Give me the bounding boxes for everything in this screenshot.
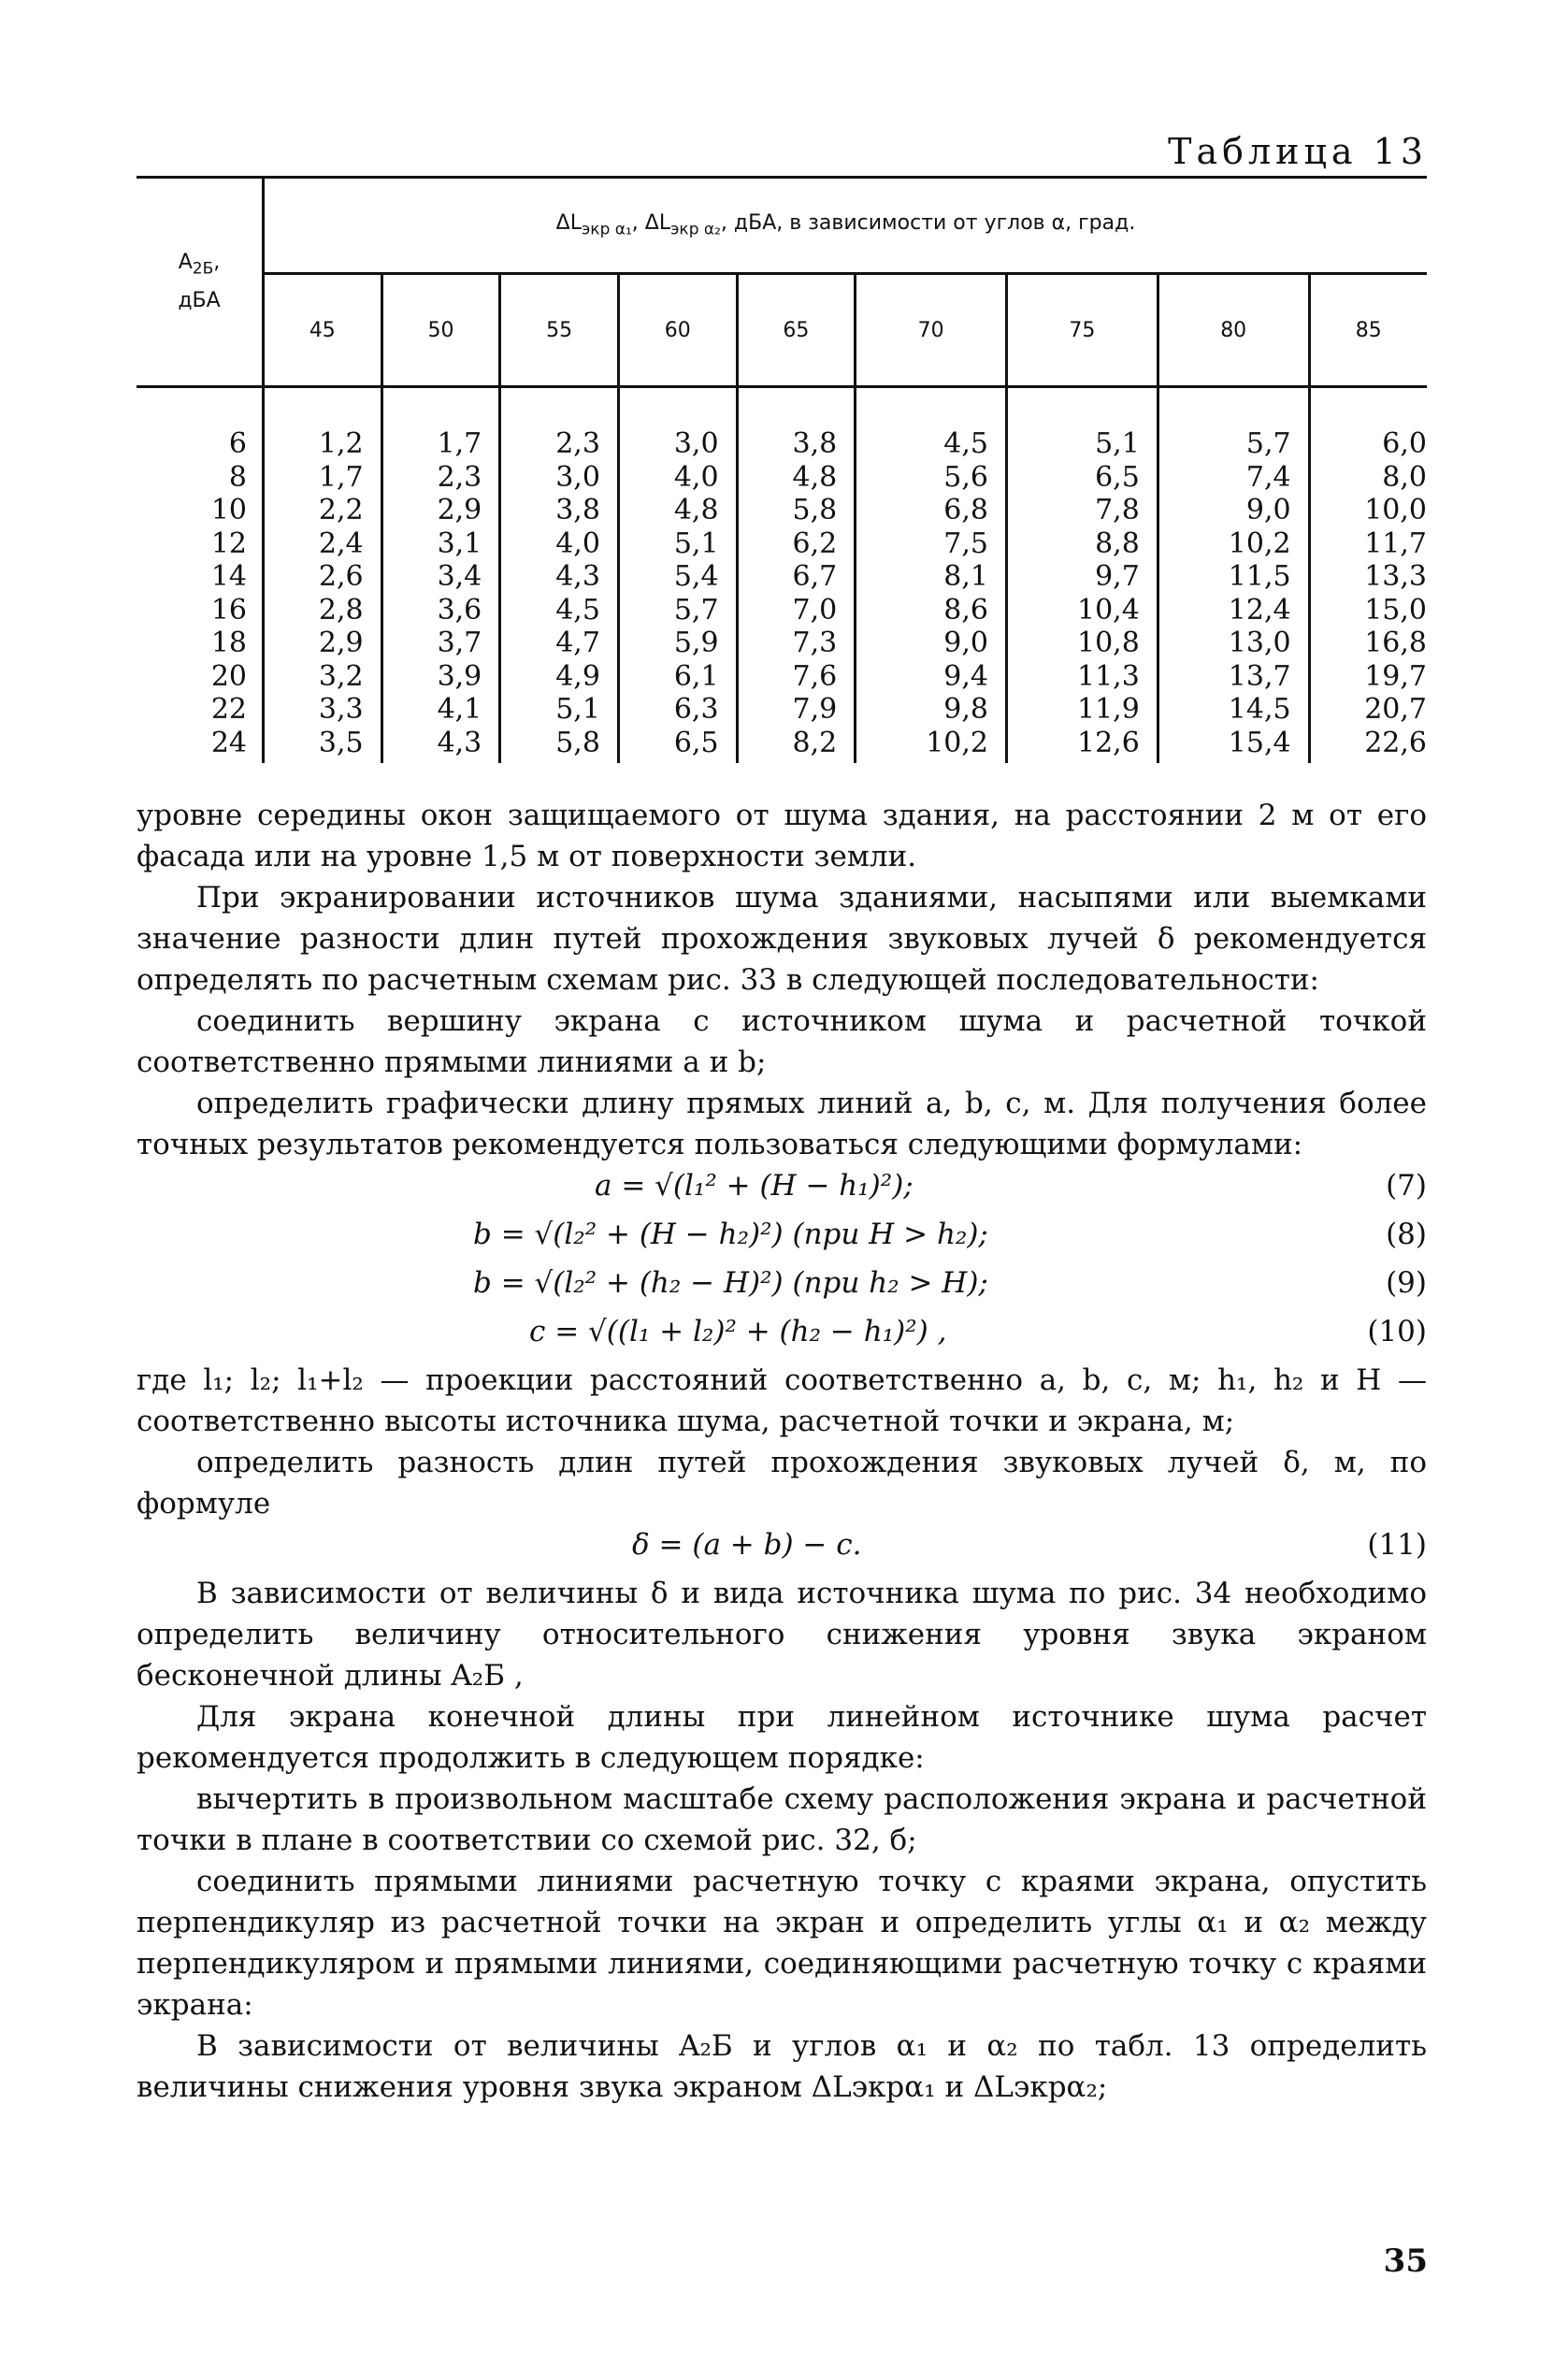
table-cell: 2,3 [437, 460, 482, 494]
angle-header-60: 60 [618, 274, 737, 387]
stub-cell: 6 [228, 427, 247, 460]
table-cell: 1,2 [318, 427, 364, 460]
table-cell: 3,7 [437, 627, 482, 659]
formula-11-expression: δ = (a + b) − c. [632, 1528, 862, 1562]
table-cell: 8,0 [1382, 460, 1427, 494]
stub-cell: 24 [210, 726, 247, 759]
table-cell: 13,3 [1364, 560, 1427, 593]
table-cell: 11,7 [1364, 526, 1427, 560]
stub-cell: 16 [210, 593, 247, 627]
formula-10-expression: c = √((l₁ + l₂)² + (h₂ − h₁)²) , [529, 1315, 947, 1348]
table-cell: 6,2 [792, 526, 838, 560]
formula-11 [137, 1524, 1427, 1573]
table-cell: 11,9 [1077, 693, 1140, 726]
table-cell: 4,3 [555, 560, 600, 593]
paragraph-5: где l₁; l₂; l₁+l₂ — проекции расстояний соответственно a, b, c, м; h₁, h₂ и H — соответственно высоты источника шума, расчетной точки и экрана, м; [137, 1363, 1427, 1438]
table-cell: 13,0 [1228, 627, 1291, 659]
value-column-70 [856, 387, 1007, 764]
angle-header-row [137, 274, 1427, 387]
stub-header [137, 178, 264, 387]
table-cell: 6,5 [1095, 460, 1140, 494]
table-cell: 8,6 [943, 593, 988, 627]
table-cell: 5,8 [792, 494, 838, 526]
table-cell: 5,7 [673, 593, 719, 627]
formula-8-expression: b = √(l₂² + (H − h₂)²) (при H > h₂); [473, 1218, 988, 1251]
table-cell: 3,8 [792, 427, 838, 460]
table-cell: 4,0 [673, 460, 719, 494]
value-column-65 [737, 387, 856, 764]
stub-header-symbol: $A_{2Б}$, [178, 251, 221, 279]
table-cell: 4,1 [437, 693, 482, 726]
table-cell: 3,6 [437, 593, 482, 627]
table-cell: 19,7 [1364, 659, 1427, 693]
stub-column [137, 387, 264, 764]
angle-header-45: 45 [264, 274, 382, 387]
angle-header-50: 50 [381, 274, 500, 387]
table-cell: 4,9 [555, 659, 600, 693]
table-cell: 15,4 [1228, 726, 1291, 759]
table-cell: 4,8 [792, 460, 838, 494]
formula-7-number: (7) [1386, 1169, 1427, 1203]
table-cell: 3,0 [673, 427, 719, 460]
value-column-60 [618, 387, 737, 764]
table-body [137, 387, 1427, 764]
table-cell: 6,1 [673, 659, 719, 693]
table-cell: 20,7 [1364, 693, 1427, 726]
table-cell: 11,5 [1228, 560, 1291, 593]
table-cell: 9,0 [943, 627, 988, 659]
table-cell: 4,0 [555, 526, 600, 560]
table-cell: 2,2 [318, 494, 364, 526]
formula-8-number: (8) [1386, 1218, 1427, 1251]
formula-7-expression: a = √(l₁² + (H − h₁)²); [595, 1169, 913, 1203]
table-cell: 4,7 [555, 627, 600, 659]
angle-header-55: 55 [500, 274, 619, 387]
table-cell: 3,3 [318, 693, 364, 726]
body-text [137, 795, 1427, 2108]
table-cell: 3,5 [318, 726, 364, 759]
paragraph-11: В зависимости от величины A₂Б и углов α₁ и α₂ по табл. 13 определить величины снижения уровня звука экраном ΔLэкрα₁ и ΔLэкрα₂; [137, 2029, 1427, 2104]
table-cell: 7,5 [943, 526, 988, 560]
table-cell: 2,3 [555, 427, 600, 460]
value-column-55 [500, 387, 619, 764]
table-cell: 5,9 [673, 627, 719, 659]
paragraph-10: соединить прямыми линиями расчетную точку с краями экрана, опустить перпендикуляр из расчетной точки на экран и определить углы α₁ и α₂ между перпендикуляром и прямыми линиями, соединяющими расчетную точку с краями экрана: [137, 1865, 1427, 2022]
table-cell: 7,9 [792, 693, 838, 726]
table-cell: 10,0 [1364, 494, 1427, 526]
formula-8 [137, 1214, 1427, 1262]
table-cell: 2,8 [318, 593, 364, 627]
table-cell: 7,3 [792, 627, 838, 659]
noise-reduction-table [137, 176, 1427, 763]
table-cell: 9,0 [1245, 494, 1291, 526]
table-cell: 6,7 [792, 560, 838, 593]
group-header: $\Delta L_{экр \alpha_1}$, $\Delta L_{экр \alpha_2}$, дБА, в зависимости от углов α, град. [264, 178, 1428, 274]
paragraph-9: вычертить в произвольном масштабе схему расположения экрана и расчетной точки в плане в соответствии со схемой рис. 32, б; [137, 1782, 1427, 1857]
table-cell: 16,8 [1364, 627, 1427, 659]
paragraph-6: определить разность длин путей прохождения звуковых лучей δ, м, по формуле [137, 1446, 1427, 1521]
angle-header-80: 80 [1158, 274, 1309, 387]
table-cell: 2,4 [318, 526, 364, 560]
angle-header-70: 70 [856, 274, 1007, 387]
stub-cell: 18 [210, 627, 247, 659]
value-column-80 [1158, 387, 1309, 764]
value-column-50 [381, 387, 500, 764]
table-caption: Таблица 13 [1168, 131, 1428, 172]
table-cell: 9,7 [1095, 560, 1140, 593]
value-column-45 [264, 387, 382, 764]
table-cell: 10,8 [1077, 627, 1140, 659]
table-cell: 7,0 [792, 593, 838, 627]
formula-11-number: (11) [1367, 1528, 1427, 1562]
table-cell: 9,8 [943, 693, 988, 726]
table-cell: 5,1 [673, 526, 719, 560]
value-column-75 [1007, 387, 1158, 764]
paragraph-3: соединить вершину экрана с источником шума и расчетной точкой соответственно прямыми линиями a и b; [137, 1004, 1427, 1079]
value-column-85 [1309, 387, 1427, 764]
table-cell: 5,1 [1095, 427, 1140, 460]
formula-10-number: (10) [1367, 1315, 1427, 1348]
table-cell: 2,9 [437, 494, 482, 526]
table-cell: 2,6 [318, 560, 364, 593]
table-cell: 22,6 [1364, 726, 1427, 759]
page-number: 35 [1383, 2242, 1428, 2280]
table-cell: 8,2 [792, 726, 838, 759]
table-cell: 5,1 [555, 693, 600, 726]
stub-cell: 20 [210, 659, 247, 693]
table-cell: 14,5 [1228, 693, 1291, 726]
table-cell: 4,5 [943, 427, 988, 460]
table-cell: 3,8 [555, 494, 600, 526]
table-cell: 6,0 [1382, 427, 1427, 460]
formula-9 [137, 1262, 1427, 1311]
paragraph-4: определить графически длину прямых линий a, b, c, м. Для получения более точных результатов рекомендуется пользоваться следующими формулами: [137, 1087, 1427, 1161]
table-cell: 3,4 [437, 560, 482, 593]
table-cell: 10,2 [1228, 526, 1291, 560]
table-cell: 10,4 [1077, 593, 1140, 627]
paragraph-7: В зависимости от величины δ и вида источника шума по рис. 34 необходимо определить величину относительного снижения уровня звука экраном бесконечной длины A₂Б , [137, 1577, 1427, 1693]
table-cell: 8,8 [1095, 526, 1140, 560]
table-cell: 4,8 [673, 494, 719, 526]
table-cell: 1,7 [437, 427, 482, 460]
formula-7 [137, 1165, 1427, 1214]
table-cell: 6,5 [673, 726, 719, 759]
table-cell: 5,4 [673, 560, 719, 593]
formula-9-number: (9) [1386, 1266, 1427, 1300]
paragraph-2: При экранировании источников шума зданиями, насыпями или выемками значение разности длин путей прохождения звуковых лучей δ рекомендуется определять по расчетным схемам рис. 33 в следующей последовательности: [137, 881, 1427, 997]
table-cell: 13,7 [1228, 659, 1291, 693]
table-cell: 7,4 [1245, 460, 1291, 494]
table-cell: 6,3 [673, 693, 719, 726]
table-cell: 5,6 [943, 460, 988, 494]
stub-cell: 10 [210, 494, 247, 526]
table-cell: 11,3 [1077, 659, 1140, 693]
table-cell: 12,6 [1077, 726, 1140, 759]
table-cell: 3,1 [437, 526, 482, 560]
table-cell: 4,3 [437, 726, 482, 759]
paragraph-1: уровне середины окон защищаемого от шума здания, на расстоянии 2 м от его фасада или на уровне 1,5 м от поверхности земли. [137, 799, 1427, 873]
table-cell: 7,6 [792, 659, 838, 693]
table-cell: 8,1 [943, 560, 988, 593]
stub-cell: 12 [210, 526, 247, 560]
formula-10 [137, 1311, 1427, 1360]
table-cell: 5,8 [555, 726, 600, 759]
angle-header-75: 75 [1007, 274, 1158, 387]
table-cell: 15,0 [1364, 593, 1427, 627]
table-cell: 7,8 [1095, 494, 1140, 526]
table-cell: 5,7 [1245, 427, 1291, 460]
table-cell: 3,0 [555, 460, 600, 494]
table-cell: 12,4 [1228, 593, 1291, 627]
stub-cell: 8 [228, 460, 247, 494]
angle-header-65: 65 [737, 274, 856, 387]
table-cell: 9,4 [943, 659, 988, 693]
table-cell: 4,5 [555, 593, 600, 627]
table-cell: 2,9 [318, 627, 364, 659]
table-cell: 1,7 [318, 460, 364, 494]
stub-cell: 22 [210, 693, 247, 726]
table-cell: 6,8 [943, 494, 988, 526]
table-cell: 3,9 [437, 659, 482, 693]
formula-9-expression: b = √(l₂² + (h₂ − H)²) (при h₂ > H); [473, 1266, 988, 1300]
stub-header-unit: дБА [178, 288, 221, 312]
table-cell: 3,2 [318, 659, 364, 693]
paragraph-8: Для экрана конечной длины при линейном источнике шума расчет рекомендуется продолжить в следующем порядке: [137, 1700, 1427, 1775]
angle-header-85: 85 [1309, 274, 1427, 387]
stub-cell: 14 [210, 560, 247, 593]
table-cell: 10,2 [926, 726, 988, 759]
